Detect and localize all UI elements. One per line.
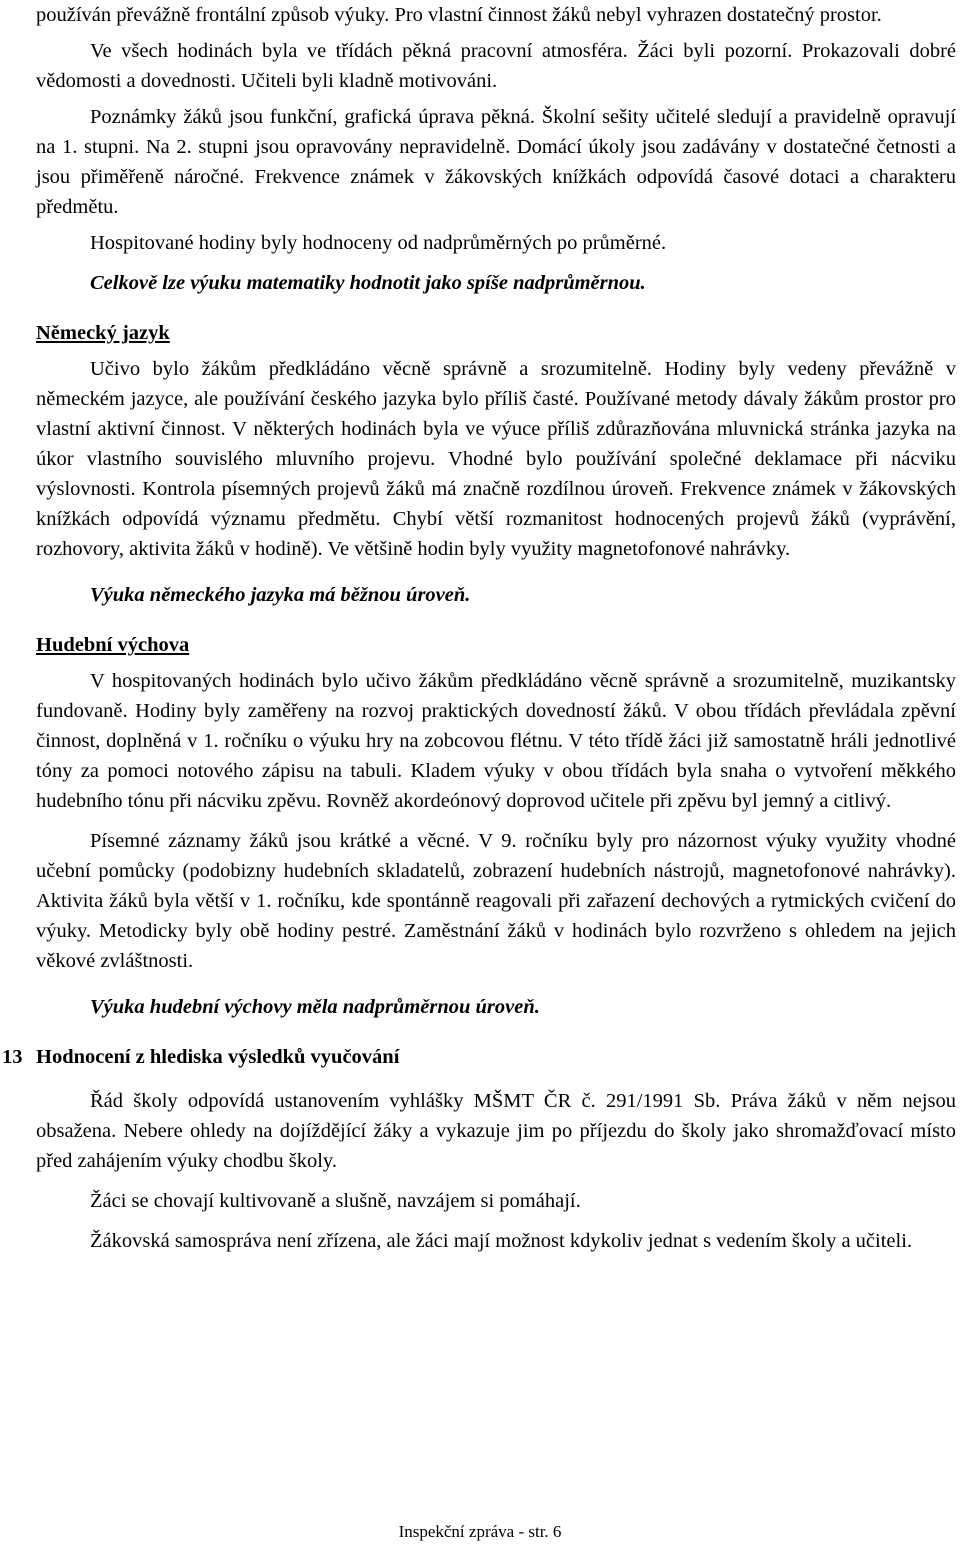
paragraph: Hospitované hodiny byly hodnoceny od nadprůměrných po průměrné. <box>90 232 667 254</box>
paragraph: používán převážně frontální způsob výuky. Pro vlastní činnost žáků nebyl vyhrazen dostatečný prostor. <box>36 4 882 26</box>
paragraph: V hospitovaných hodinách bylo učivo žákům předkládáno věcně správně a srozumitelně, muzikantsky fundovaně. Hodiny byly zaměřeny na rozvoj praktických dovedností žáků. V obou třídách převládala zpěvní činnost, doplněná v 1. ročníku o výuku hry na zobcovou flétnu. V této třídě žáci již samostatně hráli jednotlivé tóny za pomoci notového zápisu na tabuli. Kladem výuky v obou třídách byla snaha o vytvoření měkkého hudebního tónu při nácviku zpěvu. Rovněž akordeónový doprovod učitele při zpěvu byl jemný a citlivý. <box>36 670 956 812</box>
section-heading-13 <box>2 1042 956 1072</box>
section-heading-german: Německý jazyk <box>36 322 170 344</box>
section-heading-music: Hudební výchova <box>36 634 190 656</box>
paragraph: Žáci se chovají kultivovaně a slušně, navzájem si pomáhají. <box>90 1190 581 1212</box>
section-number: 13 <box>2 1046 23 1068</box>
conclusion: Výuka hudební výchovy měla nadprůměrnou úroveň. <box>90 996 540 1018</box>
paragraph: Učivo bylo žákům předkládáno věcně správně a srozumitelně. Hodiny byly vedeny převážně v německém jazyce, ale používání českého jazyka bylo příliš časté. Používané metody dávaly žákům prostor pro vlastní aktivní činnost. V některých hodinách byla ve výuce příliš zdůrazňována mluvnická stránka jazyka na úkor vlastního souvislého mluvního projevu. Vhodné bylo používání společné deklamace při nácviku výslovnosti. Kontrola písemných projevů žáků má značně rozdílnou úroveň. Frekvence známek v žákovských knížkách odpovídá významu předmětu. Chybí větší rozmanitost hodnocených projevů žáků (vyprávění, rozhovory, aktivita žáků v hodině). Ve většině hodin byly využity magnetofonové nahrávky. <box>36 358 956 560</box>
paragraph: Ve všech hodinách byla ve třídách pěkná pracovní atmosféra. Žáci byli pozorní. Prokazovali dobré vědomosti a dovednosti. Učiteli byli kladně motivováni. <box>36 40 956 92</box>
paragraph: Žákovská samospráva není zřízena, ale žáci mají možnost kdykoliv jednat s vedením školy a učiteli. <box>90 1230 913 1252</box>
conclusion: Celkově lze výuku matematiky hodnotit jako spíše nadprůměrnou. <box>90 272 646 294</box>
document-page <box>2 0 956 1256</box>
paragraph: Řád školy odpovídá ustanovením vyhlášky MŠMT ČR č. 291/1991 Sb. Práva žáků v něm nejsou obsažena. Nebere ohledy na dojíždějící žáky a vykazuje jim po příjezdu do školy jako shromažďovací místo před zahájením výuky chodbu školy. <box>36 1090 956 1172</box>
section-title: Hodnocení z hlediska výsledků vyučování <box>36 1046 400 1068</box>
conclusion: Výuka německého jazyka má běžnou úroveň. <box>90 584 471 606</box>
paragraph: Písemné záznamy žáků jsou krátké a věcné. V 9. ročníku byly pro názornost výuky využity vhodné učební pomůcky (podobizny hudebních skladatelů, zobrazení hudebních nástrojů, magnetofonové nahrávky). Aktivita žáků byla větší v 1. ročníku, kde spontánně reagovali při zařazení dechových a rytmických cvičení do výuky. Metodicky byly obě hodiny pestré. Zaměstnání žáků v hodinách bylo rozvrženo s ohledem na jejich věkové zvláštnosti. <box>36 830 956 972</box>
paragraph: Poznámky žáků jsou funkční, grafická úprava pěkná. Školní sešity učitelé sledují a pravidelně opravují na 1. stupni. Na 2. stupni jsou opravovány nepravidelně. Domácí úkoly jsou zadávány v dostatečné četnosti a jsou přiměřeně náročné. Frekvence známek v žákovských knížkách odpovídá časové dotaci a charakteru předmětu. <box>36 106 956 218</box>
page-footer: Inspekční zpráva - str. 6 <box>398 1522 562 1541</box>
